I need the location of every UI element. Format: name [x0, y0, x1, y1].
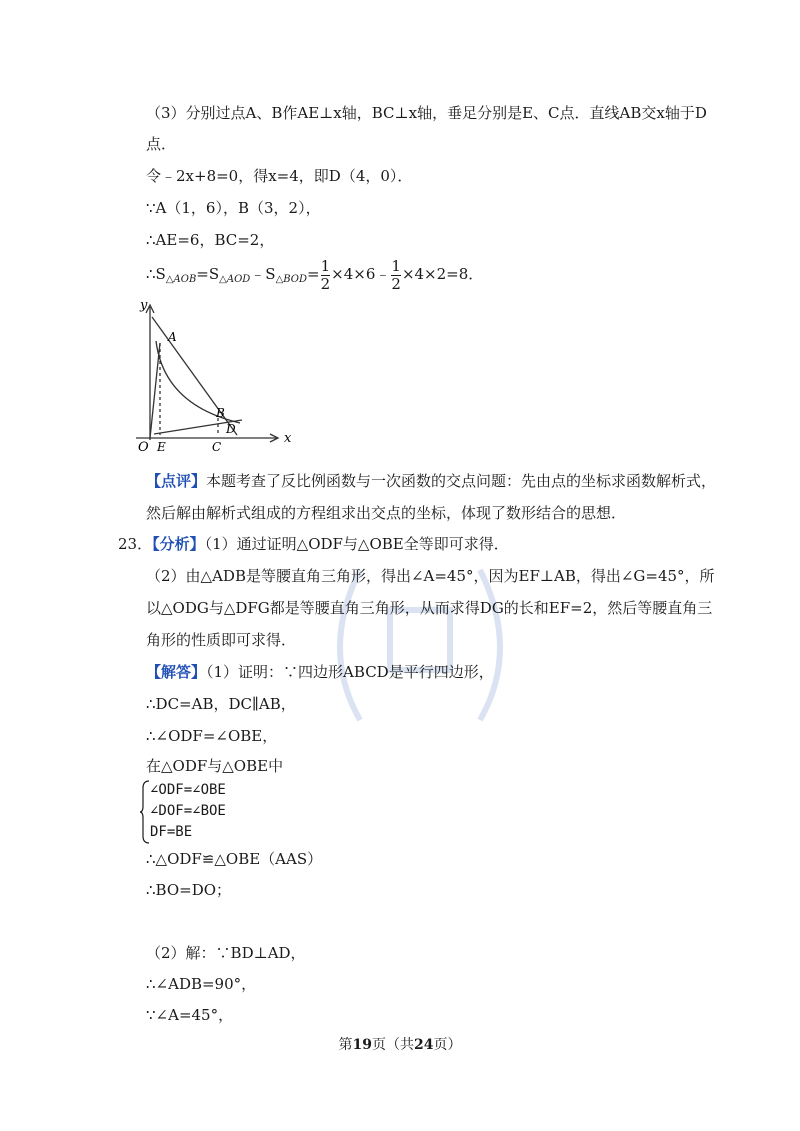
x-label: x — [284, 431, 292, 446]
point-c-label: C — [212, 440, 222, 454]
solution-line-5: ∴△ODF≌△OBE（AAS） — [146, 850, 323, 868]
watermark-emblem — [300, 520, 540, 760]
system-brace — [140, 780, 150, 844]
fraction-half-1: $\frac{1}{2}$ — [320, 256, 331, 293]
point-d-label: D — [226, 422, 236, 436]
fraction-half-2: $\frac{1}{2}$ — [391, 256, 401, 293]
point-a-label: A — [168, 330, 177, 344]
point-b-label: B — [216, 406, 225, 420]
analysis-tag: 【分析】 — [152, 535, 205, 553]
brace-line-2: ∠DOF=∠BOE — [150, 803, 226, 819]
page-total: 24 — [414, 1037, 434, 1053]
p3-line-1: （3）分别过点A、B作AE⊥x轴，BC⊥x轴，垂足分别是E、C点．直线AB交x轴于D — [146, 104, 707, 122]
q23-analysis-line-2: （2）由△ADB是等腰直角三角形，得出∠A=45°，因为EF⊥AB，得出∠G=45°，所 — [146, 567, 715, 585]
review-line-2: 然后解由解析式组成的方程组求出交点的坐标，体现了数形结合的思想． — [146, 504, 627, 522]
brace-line-3: DF=BE — [150, 824, 193, 840]
solution-line-3: ∴∠ODF=∠OBE， — [146, 727, 278, 745]
p3-line-3: 令﹣2x+8=0，得x=4，即D（4，0）． — [146, 167, 413, 185]
solution-line-1: 【解答】（1）证明：∵四边形ABCD是平行四边形， — [146, 663, 494, 681]
solution-line-6: ∴BO=DO； — [146, 881, 232, 899]
page-number: 19 — [352, 1037, 372, 1053]
p3-line-2: 点． — [146, 135, 177, 153]
part2-line-1: （2）解：∵BD⊥AD， — [146, 944, 306, 962]
segment-oa — [150, 343, 160, 438]
part2-line-3: ∵∠A=45°， — [146, 1006, 234, 1024]
solution-line-4: 在△ODF与△OBE中 — [146, 757, 284, 775]
area-formula: $\therefore S_{\triangle AOB}=S_{\triangle AOD}﹣S_{\triangle BOD}=$ $\frac{1}{2}$ ×4×6﹣ $\frac{1}{2}$ ×4×2=8． — [146, 256, 484, 293]
q23-analysis-line-3: 以△ODG与△DFG都是等腰直角三角形，从而求得DG的长和EF=2，然后等腰直角三 — [146, 599, 713, 617]
review-line-1: 【点评】本题考查了反比例函数与一次函数的交点问题：先由点的坐标求函数解析式， — [146, 472, 717, 490]
point-e-label: E — [157, 440, 166, 454]
solution-line-2: ∴DC=AB，DC∥AB， — [146, 695, 296, 713]
review-tag: 【点评】 — [146, 472, 207, 490]
hyperbola-curve — [156, 341, 240, 423]
origin-label: O — [138, 440, 149, 455]
y-label: y — [140, 298, 148, 313]
brace-line-1: ∠ODF=∠OBE — [150, 782, 226, 798]
p3-line-5: ∴AE=6，BC=2， — [146, 231, 275, 249]
part2-line-2: ∴∠ADB=90°， — [146, 975, 257, 993]
q23-analysis-line-4: 角形的性质即可求得． — [146, 631, 297, 649]
solution-tag: 【解答】 — [146, 663, 207, 681]
page-footer: 第19页（共24页） — [338, 1037, 462, 1053]
p3-line-4: ∵A（1，6），B（3，2）， — [146, 199, 321, 217]
function-graph — [130, 295, 300, 455]
q23-analysis-line-1: 23．【分析】（1）通过证明△ODF与△OBE全等即可求得． — [118, 535, 509, 553]
